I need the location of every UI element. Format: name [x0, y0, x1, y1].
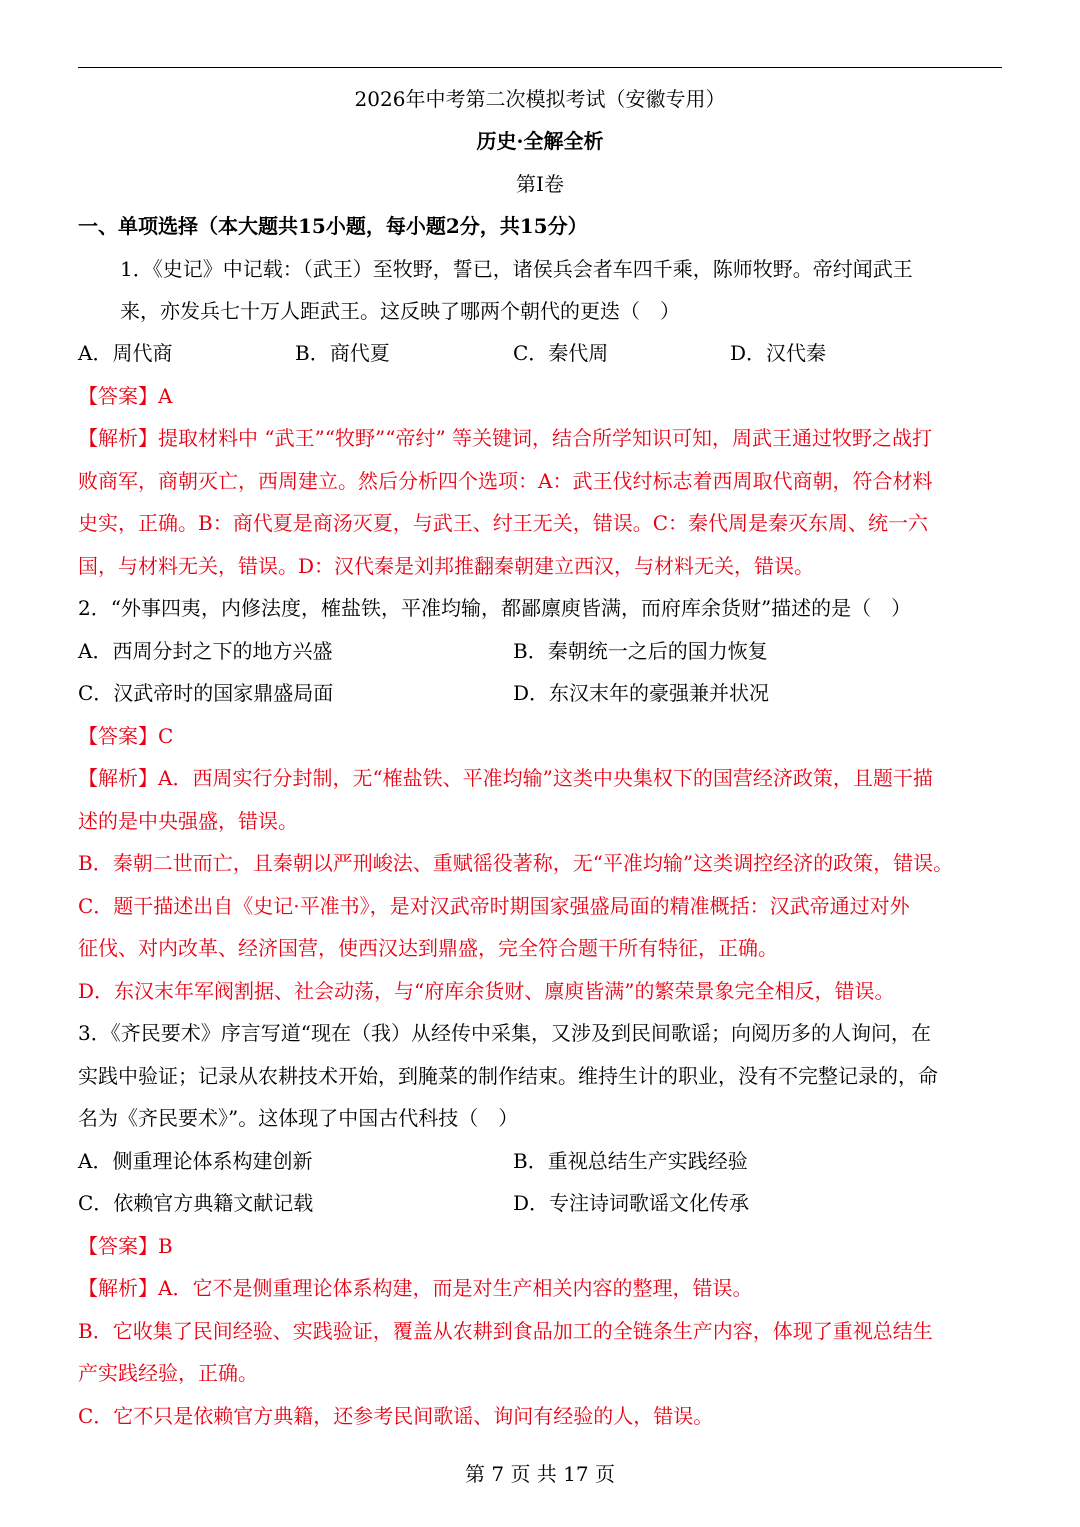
option-c: C．秦代周 — [513, 341, 609, 365]
exam-title: 2026年中考第二次模拟考试（安徽专用） — [354, 87, 726, 111]
analysis-line: B．它收集了民间经验、实践验证，覆盖从农耕到食品加工的全链条生产内容，体现了重视总结生 — [78, 1319, 933, 1343]
analysis-line: 述的是中央强盛，错误。 — [78, 809, 298, 833]
option-d: D．专注诗词歌谣文化传承 — [513, 1191, 750, 1215]
answer-label: 【答案】B — [78, 1234, 173, 1258]
analysis-line: 【解析】提取材料中 “武王”“牧野”“帝纣” 等关键词，结合所学知识可知，周武王通过牧野之战打 — [78, 426, 933, 450]
option-b: B．商代夏 — [295, 341, 390, 365]
analysis-line: B．秦朝二世而亡，且秦朝以严刑峻法、重赋徭役著称，无“平准均输”这类调控经济的政策，错误。 — [78, 851, 954, 875]
option-c: C．汉武帝时的国家鼎盛局面 — [78, 681, 334, 705]
question-stem-line: 1．《史记》中记载：（武王）至牧野，誓已，诸侯兵会者车四千乘，陈师牧野。帝纣闻武王 — [120, 257, 913, 281]
option-d: D．汉代秦 — [730, 341, 827, 365]
question-stem-line: 来，亦发兵七十万人距武王。这反映了哪两个朝代的更迭（ ） — [120, 299, 680, 323]
analysis-line: 国，与材料无关，错误。D：汉代秦是刘邦推翻秦朝建立西汉，与材料无关，错误。 — [78, 554, 815, 578]
analysis-line: 【解析】A．它不是侧重理论体系构建，而是对生产相关内容的整理，错误。 — [78, 1276, 753, 1300]
analysis-line: 史实，正确。B：商代夏是商汤灭夏，与武王、纣王无关，错误。C：秦代周是秦灭东周、统一六 — [78, 511, 928, 535]
analysis-line: D．东汉末年军阀割据、社会动荡，与“府库余货财、廪庾皆满”的繁荣景象完全相反，错误。 — [78, 979, 895, 1003]
option-a: A．侧重理论体系构建创新 — [78, 1149, 313, 1173]
section-heading: 一、单项选择（本大题共15小题，每小题2分，共15分） — [78, 214, 588, 238]
exam-subtitle: 历史·全解全析 — [476, 129, 604, 153]
option-b: B．秦朝统一之后的国力恢复 — [513, 639, 768, 663]
answer-label: 【答案】C — [78, 724, 174, 748]
question-stem-line: 名为《齐民要术》”。这体现了中国古代科技（ ） — [78, 1106, 519, 1130]
question-stem-line: 2．“外事四夷，内修法度，榷盐铁，平准均输，都鄙廪庾皆满，而府库余货财”描述的是（ ） — [78, 596, 912, 620]
analysis-line: 产实践经验，正确。 — [78, 1361, 258, 1385]
header-rule — [78, 67, 1002, 68]
option-a: A．周代商 — [78, 341, 173, 365]
option-a: A．西周分封之下的地方兴盛 — [78, 639, 333, 663]
option-c: C．依赖官方典籍文献记载 — [78, 1191, 314, 1215]
analysis-line: 【解析】A．西周实行分封制，无“榷盐铁、平准均输”这类中央集权下的国营经济政策，且题干描 — [78, 766, 933, 790]
question-stem-line: 实践中验证；记录从农耕技术开始，到腌菜的制作结束。维持生计的职业，没有不完整记录的，命 — [78, 1064, 938, 1088]
volume-label: 第I卷 — [516, 172, 564, 196]
analysis-line: 征伐、对内改革、经济国营，使西汉达到鼎盛，完全符合题干所有特征，正确。 — [78, 936, 778, 960]
analysis-line: 败商军，商朝灭亡，西周建立。然后分析四个选项：A：武王伐纣标志着西周取代商朝，符合材料 — [78, 469, 933, 493]
analysis-line: C．它不只是依赖官方典籍，还参考民间歌谣、询问有经验的人，错误。 — [78, 1404, 714, 1428]
page-number: 第 7 页 共 17 页 — [465, 1462, 615, 1486]
option-b: B．重视总结生产实践经验 — [513, 1149, 748, 1173]
option-d: D．东汉末年的豪强兼并状况 — [513, 681, 770, 705]
analysis-line: C．题干描述出自《史记·平准书》，是对汉武帝时期国家强盛局面的精准概括：汉武帝通过对外 — [78, 894, 910, 918]
answer-label: 【答案】A — [78, 384, 173, 408]
question-stem-line: 3．《齐民要术》序言写道“现在（我）从经传中采集，又涉及到民间歌谣；向阅历多的人询问，在 — [78, 1021, 931, 1045]
